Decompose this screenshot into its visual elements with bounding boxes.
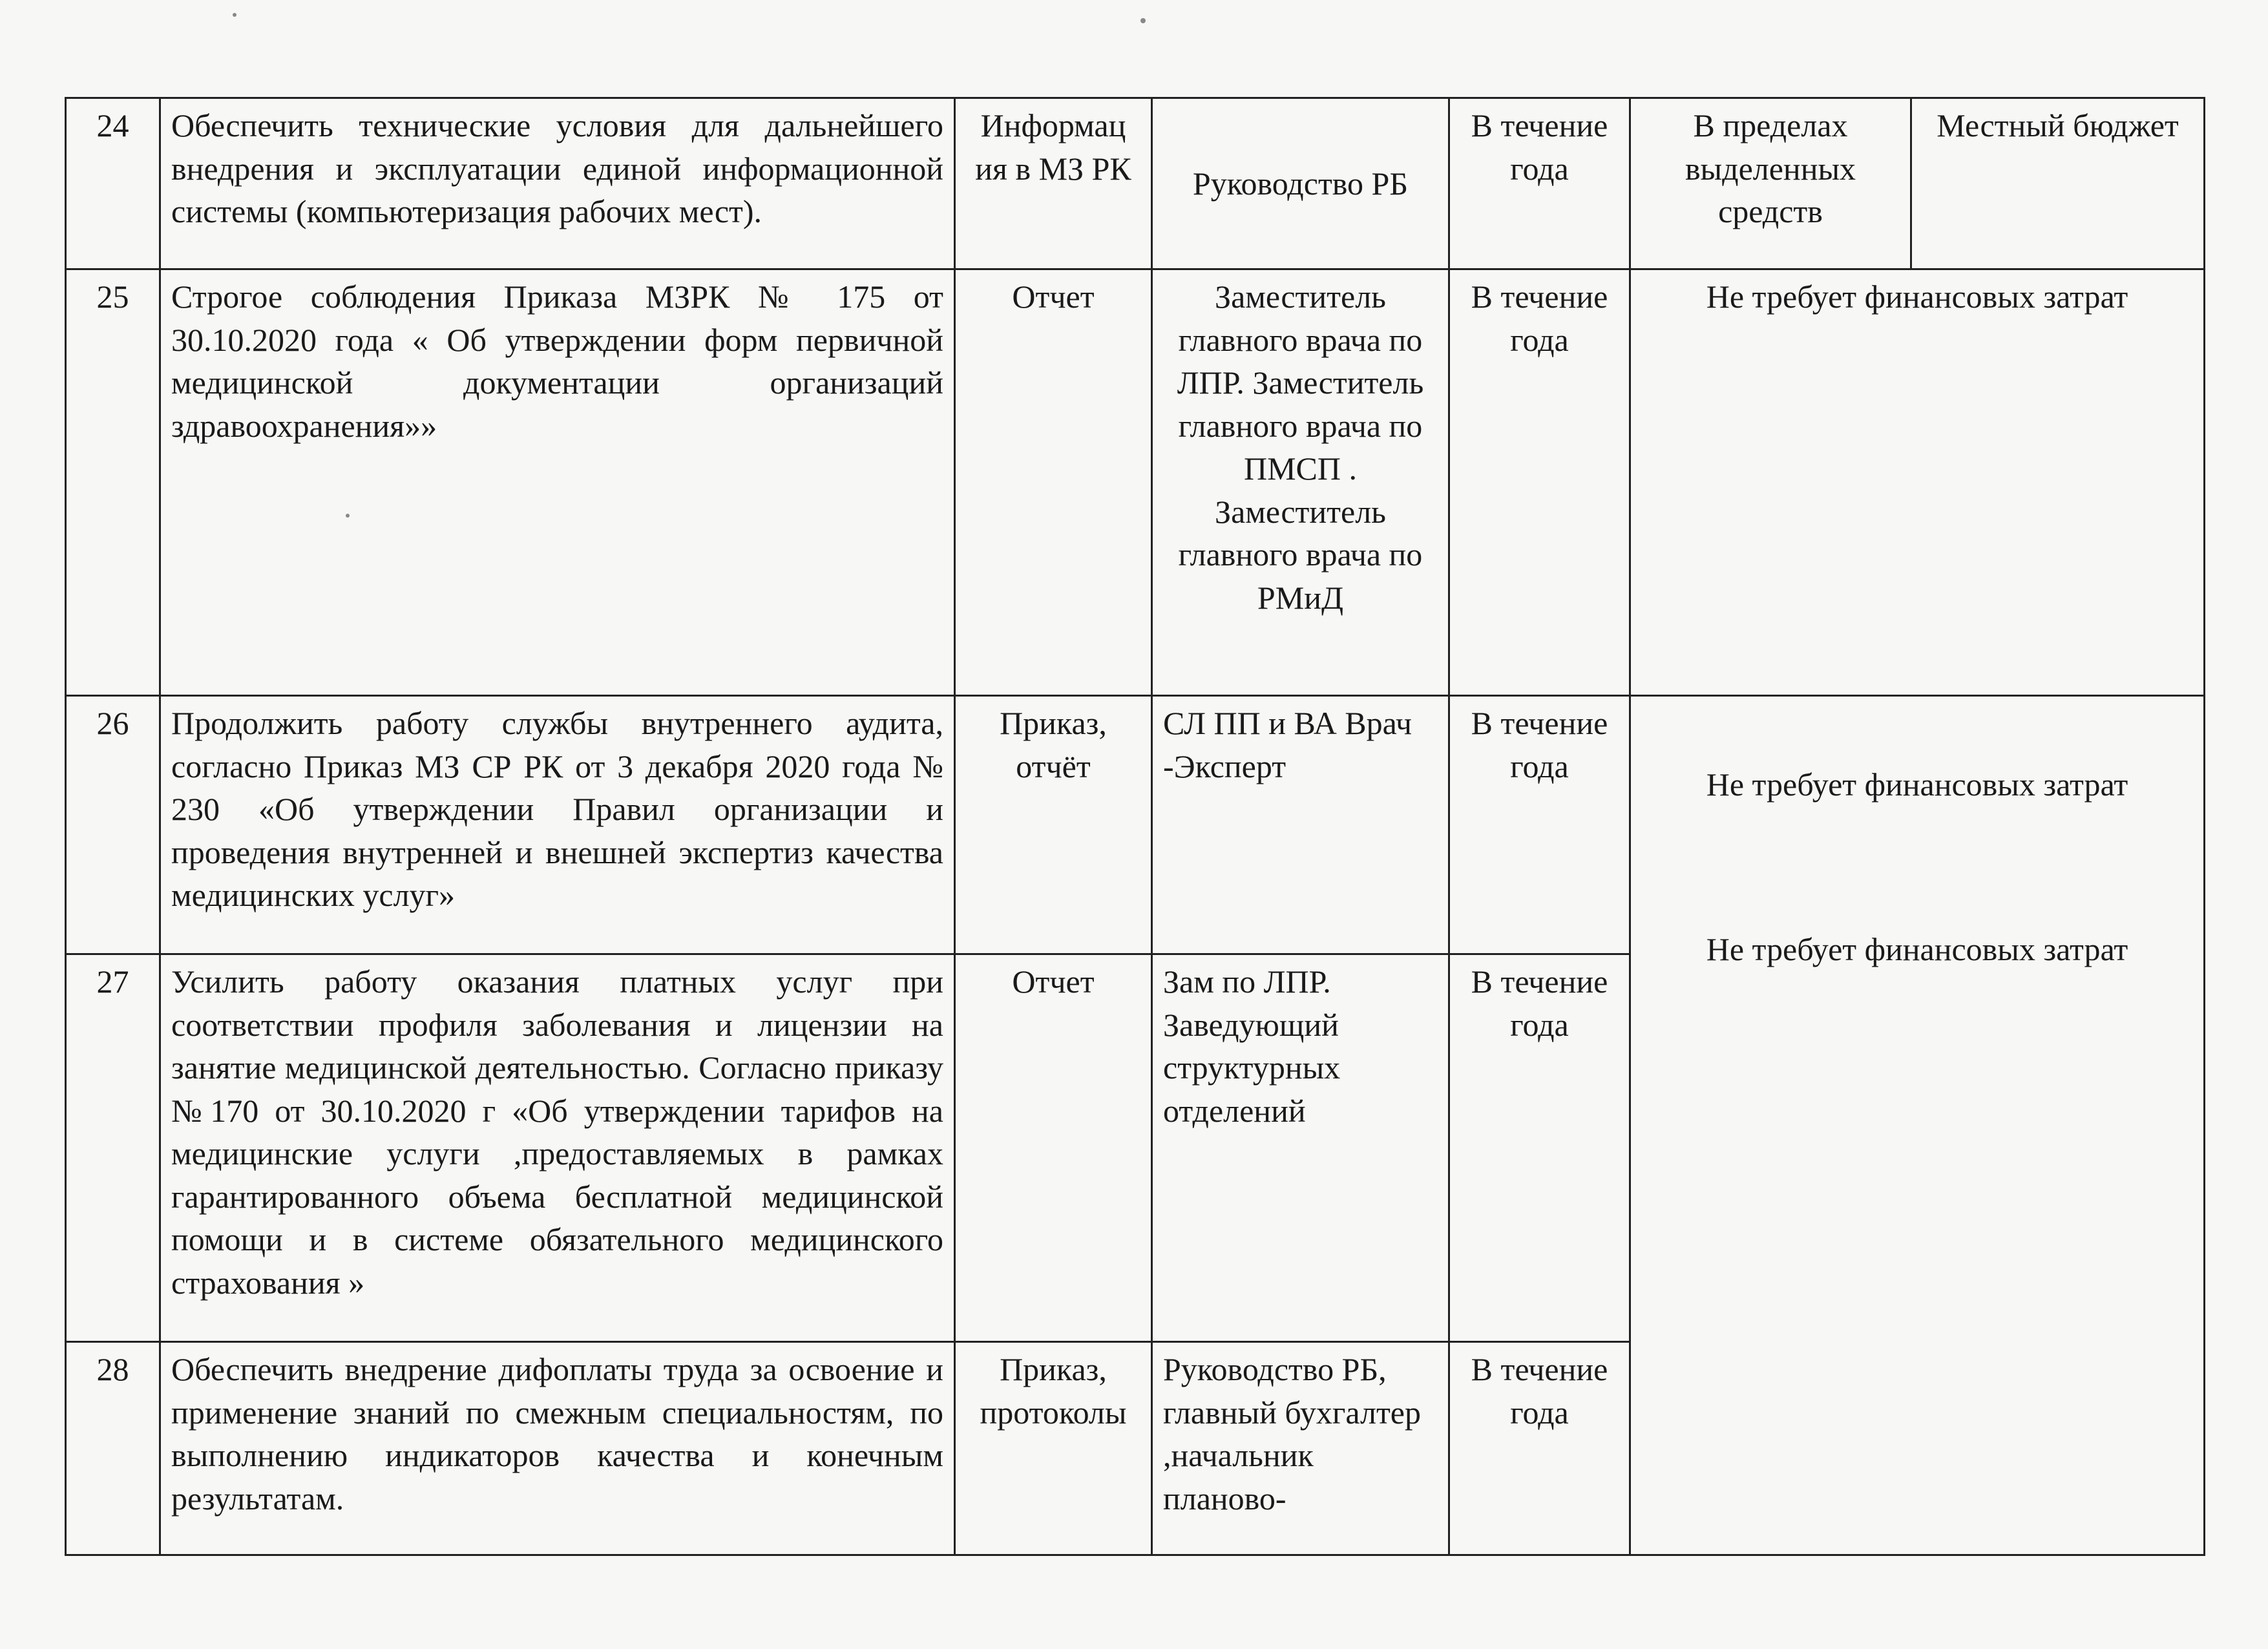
completion-form: Приказ, отчёт [955,696,1152,954]
completion-form: Отчет [955,269,1152,696]
task-text: Продолжить работу службы внутреннего аудита, согласно Приказ МЗ СР РК от 3 декабря 2020 года № 230 «Об утверждении Правил организации и проведения внутренней и внешней экспертиз качества медицинских услуг» [160,696,955,954]
completion-form: Приказ, протоколы [955,1342,1152,1555]
table-row [66,696,2205,954]
scan-speck [233,13,236,17]
table-row [66,269,2205,696]
row-number: 27 [66,954,160,1342]
task-text: Усилить работу оказания платных услуг при соответствии профиля заболевания и лицензии на занятие медицинской деятельностью. Согласно приказу №170 от 30.10.2020 г «Об утверждении тарифов на медицинские услуги ,предоставляемых в рамках гарантированного объема бесплатной медицинской помощи и в системе обязательного медицинского страхования » [160,954,955,1342]
scan-speck [1140,18,1146,23]
row-number: 24 [66,98,160,269]
responsible: Зам по ЛПР. Заведующий структурных отделений [1152,954,1449,1342]
scan-speck [346,514,350,518]
row-number: 26 [66,696,160,954]
responsible: Руководство РБ, главный бухгалтер ,начальник планово- [1152,1342,1449,1555]
funding-source: Местный бюджет [1911,98,2205,269]
term: В течение года [1449,696,1630,954]
plan-table [65,97,2205,1556]
term: В течение года [1449,1342,1630,1555]
task-text: Обеспечить внедрение дифоплаты труда за освоение и применение знаний по смежным специальностям, по выполнению индикаторов качества и конечным результатам. [160,1342,955,1555]
merged-funding [1630,696,2205,1555]
task-text: Обеспечить технические условия для дальнейшего внедрения и эксплуатации единой информационной системы (компьютеризация рабочих мест). [160,98,955,269]
completion-form: Информац ия в МЗ РК [955,98,1152,269]
funding-note: Не требует финансовых затрат [1706,931,2128,967]
task-text: Строгое соблюдения Приказа МЗРК № 175 от 30.10.2020 года « Об утверждении форм первичной медицинской документации организаций здравоохранения»» [160,269,955,696]
term: В течение года [1449,269,1630,696]
funding: Не требует финансовых затрат [1630,269,2205,696]
row-number: 28 [66,1342,160,1555]
responsible: Заместитель главного врача по ЛПР. Заместитель главного врача по ПМСП . Заместитель главного врача по РМиД [1152,269,1449,696]
responsible: СЛ ПП и ВА Врач -Эксперт [1152,696,1449,954]
table-row [66,98,2205,269]
funding-note: Не требует финансовых затрат [1706,766,2128,803]
term: В течение года [1449,98,1630,269]
plan-table-page [65,97,2203,1556]
responsible: Руководство РБ [1152,98,1449,269]
term: В течение года [1449,954,1630,1342]
row-number: 25 [66,269,160,696]
merged-funding-block [1641,702,2193,1232]
completion-form: Отчет [955,954,1152,1342]
funding-amount: В пределах выделенных средств [1630,98,1911,269]
